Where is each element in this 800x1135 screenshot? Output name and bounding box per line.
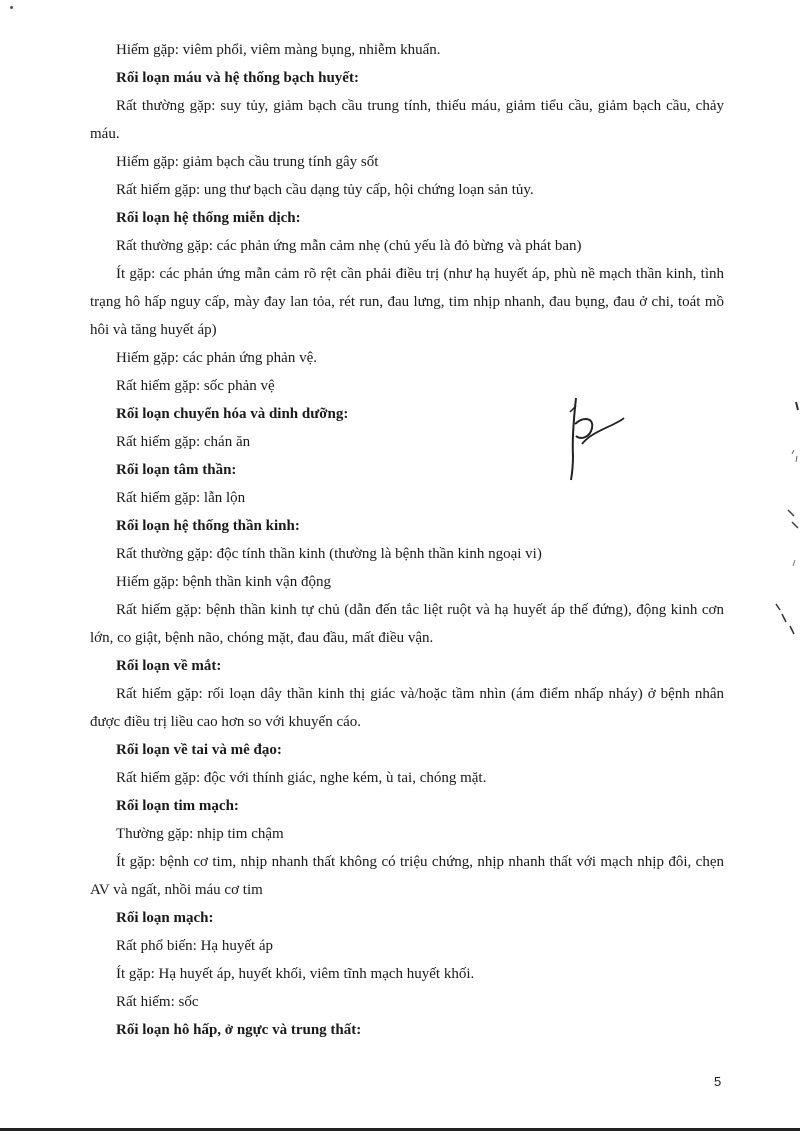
section-heading: Rối loạn máu và hệ thống bạch huyết: (116, 70, 359, 86)
text-line: Ít gặp: các phản ứng mẫn cảm rõ rệt cần phải điều trị (như hạ huyết áp, phù nề mạch thần kinh, tình trạng hô hấp nguy cấp, mày đay lan tỏa, rét run, đau lưng, tim nhịp nhanh, đau bụng, đau ở chi, toát mồ hôi và tăng huyết áp) (90, 266, 724, 338)
text-line: Rất hiếm gặp: độc với thính giác, nghe kém, ù tai, chóng mặt. (116, 770, 487, 786)
text-line: Rất hiếm gặp: lẫn lộn (116, 490, 246, 506)
text-line: Rất hiếm gặp: sốc phản vệ (116, 378, 275, 394)
text-line: Rất hiếm gặp: bệnh thần kinh tự chủ (dẫn đến tắc liệt ruột và hạ huyết áp thế đứng), động kinh cơn lớn, co giật, bệnh não, chóng mặt, đau đầu, mất điều vận. (90, 602, 724, 646)
text-line: Ít gặp: Hạ huyết áp, huyết khối, viêm tĩnh mạch huyết khối. (116, 966, 475, 982)
section-heading: Rối loạn mạch: (116, 910, 214, 926)
scan-edge-marks (770, 390, 800, 660)
text-line: Rất hiếm gặp: ung thư bạch cầu dạng tủy cấp, hội chứng loạn sản tủy. (116, 182, 534, 198)
signature-mark (558, 394, 628, 484)
scan-bottom-edge (0, 1128, 800, 1131)
text-line: Thường gặp: nhịp tim chậm (116, 826, 284, 842)
section-heading: Rối loạn về mắt: (116, 658, 222, 674)
document-body (90, 36, 724, 1044)
section-heading: Rối loạn chuyển hóa và dinh dưỡng: (116, 406, 349, 422)
section-heading: Rối loạn về tai và mê đạo: (116, 742, 282, 758)
section-heading: Rối loạn tim mạch: (116, 798, 239, 814)
section-heading: Rối loạn hệ thống thần kinh: (116, 518, 300, 534)
page-number: 5 (714, 1074, 722, 1089)
text-line: Rất thường gặp: các phản ứng mẫn cảm nhẹ (chủ yếu là đỏ bừng và phát ban) (116, 238, 582, 254)
scan-speck (10, 6, 13, 9)
text-line: Ít gặp: bệnh cơ tim, nhịp nhanh thất không có triệu chứng, nhịp nhanh thất với mạch nhịp đôi, chẹn AV và ngất, nhồi máu cơ tim (90, 854, 724, 898)
text-line: Hiếm gặp: viêm phổi, viêm màng bụng, nhiễm khuẩn. (116, 42, 441, 58)
text-line: Rất thường gặp: độc tính thần kinh (thường là bệnh thần kinh ngoại vi) (116, 546, 542, 562)
text-line: Rất phổ biến: Hạ huyết áp (116, 938, 274, 954)
section-heading: Rối loạn hô hấp, ở ngực và trung thất: (116, 1022, 362, 1038)
text-line: Hiếm gặp: giảm bạch cầu trung tính gây sốt (116, 154, 379, 170)
text-line: Rất hiếm gặp: chán ăn (116, 434, 251, 450)
section-heading: Rối loạn tâm thần: (116, 462, 237, 478)
text-line: Hiếm gặp: bệnh thần kinh vận động (116, 574, 331, 590)
section-heading: Rối loạn hệ thống miễn dịch: (116, 210, 301, 226)
text-line: Rất hiếm gặp: rối loạn dây thần kinh thị giác và/hoặc tầm nhìn (ám điểm nhấp nháy) ở bệnh nhân được điều trị liều cao hơn so với khuyến cáo. (90, 686, 724, 730)
text-line: Hiếm gặp: các phản ứng phản vệ. (116, 350, 317, 366)
text-line: Rất thường gặp: suy tủy, giảm bạch cầu trung tính, thiếu máu, giảm tiểu cầu, giảm bạch cầu, chảy máu. (90, 98, 724, 142)
text-line: Rất hiếm: sốc (116, 994, 199, 1010)
